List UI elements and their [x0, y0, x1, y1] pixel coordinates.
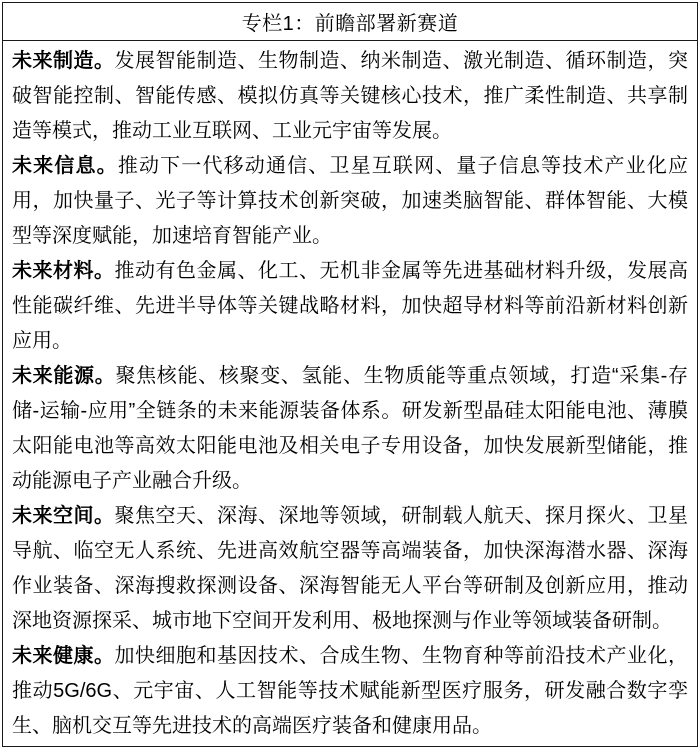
paragraph-future-space: [12, 499, 688, 639]
paragraph-text: 聚焦核能、核聚变、氢能、生物质能等重点领域，打造“采集-存储-运输-应用”全链条的未来能源装备体系。研发新型晶硅太阳能电池、薄膜太阳能电池等高效太阳能电池及相关电子专用设备，加快发展新型储能，推动能源电子产业融合升级。: [12, 365, 688, 492]
paragraph-lead: 未来能源。: [12, 365, 116, 387]
paragraph-lead: 未来信息。: [12, 155, 118, 177]
paragraph-text: 发展智能制造、生物制造、纳米制造、激光制造、循环制造，突破智能控制、智能传感、模拟仿真等关键核心技术，推广柔性制造、共享制造等模式，推动工业互联网、工业元宇宙等发展。: [12, 50, 688, 142]
column-title: 专栏1：前瞻部署新赛道: [241, 13, 459, 35]
paragraph-future-materials: [12, 254, 688, 359]
column-title-row: [3, 3, 697, 41]
paragraph-future-manufacturing: [12, 44, 688, 149]
paragraph-lead: 未来制造。: [12, 50, 115, 72]
paragraph-text: 推动下一代移动通信、卫星互联网、量子信息等技术产业化应用，加快量子、光子等计算技术创新突破，加速类脑智能、群体智能、大模型等深度赋能，加速培育智能产业。: [12, 155, 689, 247]
column-box: [2, 2, 698, 747]
paragraph-text: 加快细胞和基因技术、合成生物、生物育种等前沿技术产业化，推动5G/6G、元宇宙、人工智能等技术赋能新型医疗服务，研发融合数字孪生、脑机交互等先进技术的高端医疗装备和健康用品。: [12, 645, 688, 737]
column-body: [3, 41, 697, 746]
paragraph-future-information: [12, 149, 688, 254]
paragraph-text: 推动有色金属、化工、无机非金属等先进基础材料升级，发展高性能碳纤维、先进半导体等关键战略材料，加快超导材料等前沿新材料创新应用。: [12, 260, 688, 352]
paragraph-future-health: [12, 639, 688, 744]
paragraph-lead: 未来健康。: [12, 645, 115, 667]
paragraph-text: 聚焦空天、深海、深地等领域，研制载人航天、探月探火、卫星导航、临空无人系统、先进高效航空器等高端装备，加快深海潜水器、深海作业装备、深海搜救探测设备、深海智能无人平台等研制及创新应用，推动深地资源探采、城市地下空间开发利用、极地探测与作业等领域装备研制。: [12, 505, 688, 632]
paragraph-lead: 未来空间。: [12, 505, 115, 527]
paragraph-lead: 未来材料。: [12, 260, 115, 282]
paragraph-future-energy: [12, 359, 688, 499]
